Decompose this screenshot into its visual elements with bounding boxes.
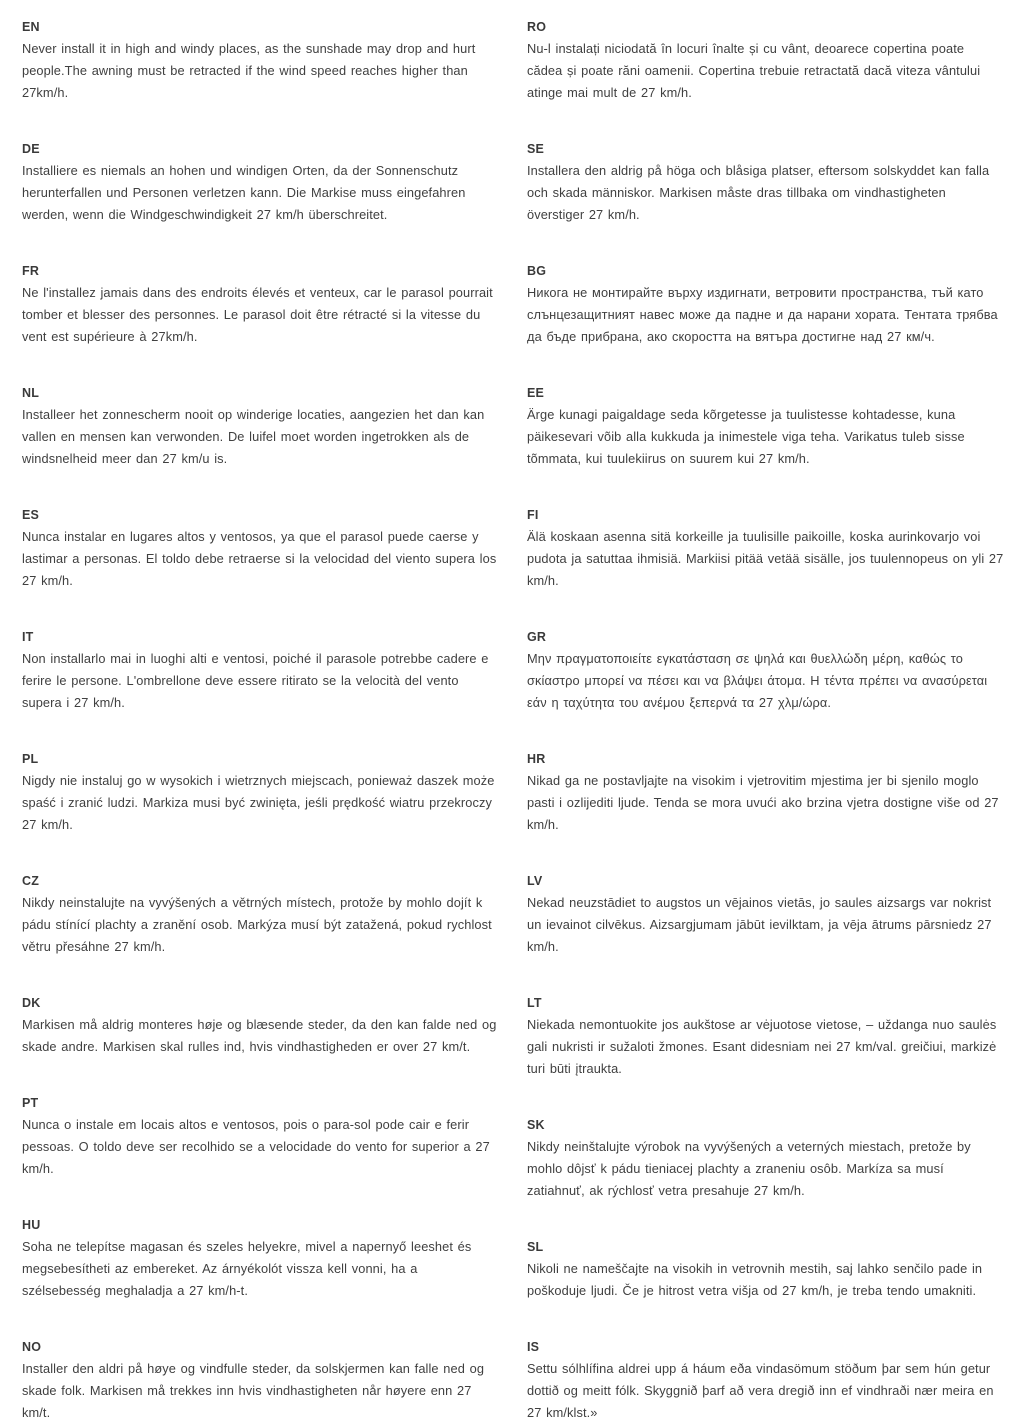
language-section <box>527 260 1004 348</box>
language-code-label: RO <box>527 20 547 34</box>
instruction-text: Niekada nemontuokite jos aukštose ar vėjuotose vietose, – uždanga nuo saulės gali nukristi ir sužaloti žmones. Esant didesniam nei 27 km/val. greičiui, markizė turi būti įtraukta. <box>527 1017 997 1076</box>
instruction-text: Никога не монтирайте върху издигнати, ветровити пространства, тъй като слънцезащитният навес може да падне и да нарани хората. Тентата трябва да бъде прибрана, ако скоростта на вятъра достигне над 27 км/ч. <box>527 285 998 344</box>
instruction-text: Markisen må aldrig monteres høje og blæsende steder, da den kan falde ned og skade andre. Markisen skal rulles ind, hvis vindhastigheden er over 27 km/t. <box>22 1017 497 1054</box>
language-section <box>527 1336 1004 1424</box>
instruction-text: Μην πραγματοποιείτε εγκατάσταση σε ψηλά και θυελλώδη μέρη, καθώς το σκίαστρο μπορεί να πέσει και να βλάψει άτομα. Η τέντα πρέπει να ανασύρεται εάν η ταχύτητα του ανέμου ξεπερνά τα 27 χλμ/ώρα. <box>527 651 988 710</box>
instruction-text: Nikdy neinštalujte výrobok na vyvýšených a veterných miestach, pretože by mohlo dôjsť k pádu tieniacej plachty a zraneniu osôb. Markíza sa musí zatiahnuť, ak rýchlosť vetra presahuje 27 km/h. <box>527 1139 971 1198</box>
language-code-label: PT <box>22 1096 39 1110</box>
language-code-label: FR <box>22 264 40 278</box>
language-code-label: HR <box>527 752 546 766</box>
instruction-text: Nekad neuzstādiet to augstos un vējainos vietās, jo saules aizsargs var nokrist un ievainot cilvēkus. Aizsargjumam jābūt ievilktam, ja vēja ātrums pārsniedz 27 km/h. <box>527 895 992 954</box>
language-section <box>22 504 499 592</box>
language-code-label: DK <box>22 996 41 1010</box>
language-section <box>22 992 499 1058</box>
instruction-text: Nu-l instalați niciodată în locuri înalte și cu vânt, deoarece copertina poate cădea și poate răni oamenii. Copertina trebuie retractată dacă viteza vântului atinge mai mult de 27 km/h. <box>527 41 981 100</box>
language-section <box>527 992 1004 1080</box>
language-section <box>22 1214 499 1302</box>
left-column <box>22 16 499 1420</box>
language-code-label: CZ <box>22 874 40 888</box>
language-code-label: DE <box>22 142 40 156</box>
instruction-text: Nikoli ne nameščajte na visokih in vetrovnih mestih, saj lahko senčilo pade in poškoduje ljudi. Če je hitrost vetra višja od 27 km/h, je treba tendo umakniti. <box>527 1261 983 1298</box>
instruction-text: Nunca instalar en lugares altos y ventosos, ya que el parasol puede caerse y lastimar a personas. El toldo debe retraerse si la velocidad del viento supera los 27 km/h. <box>22 529 497 588</box>
language-section <box>527 16 1004 104</box>
instruction-text: Nikdy neinstalujte na vyvýšených a větrných místech, protože by mohlo dojít k pádu stínící plachty a zranění osob. Markýza musí být zatažená, pokud rychlost větru přesáhne 27 km/h. <box>22 895 492 954</box>
language-code-label: LT <box>527 996 542 1010</box>
instruction-text: Never install it in high and windy places, as the sunshade may drop and hurt people.The awning must be retracted if the wind speed reaches higher than 27km/h. <box>22 41 476 100</box>
language-code-label: IS <box>527 1340 540 1354</box>
language-section <box>22 382 499 470</box>
language-section <box>22 870 499 958</box>
instruction-text: Ne l'installez jamais dans des endroits élevés et venteux, car le parasol pourrait tomber et blesser des personnes. Le parasol doit être rétracté si la vitesse du vent est supérieure à 27km/h. <box>22 285 493 344</box>
language-code-label: ES <box>22 508 40 522</box>
language-section <box>527 1236 1004 1302</box>
language-code-label: GR <box>527 630 547 644</box>
language-code-label: HU <box>22 1218 41 1232</box>
instruction-text: Soha ne telepítse magasan és szeles helyekre, mivel a napernyő leeshet és megsebesítheti az embereket. Az árnyékolót vissza kell vonni, ha a szélsebesség meghaladja a 27 km/h-t. <box>22 1239 472 1298</box>
language-section <box>22 626 499 714</box>
instruction-text: Installer den aldri på høye og vindfulle steder, da solskjermen kan falle ned og skade folk. Markisen må trekkes inn hvis vindhastigheten når høyere enn 27 km/t. <box>22 1361 485 1420</box>
right-column <box>527 16 1004 1420</box>
language-code-label: NL <box>22 386 40 400</box>
language-section <box>22 748 499 836</box>
instruction-text: Settu sólhlífina aldrei upp á háum eða vindasömum stöðum þar sem hún getur dottið og meitt fólk. Skyggnið þarf að vera dregið inn ef vindhraði nær meira en 27 km/klst.» <box>527 1361 994 1420</box>
language-code-label: PL <box>22 752 39 766</box>
language-code-label: LV <box>527 874 543 888</box>
language-section <box>527 382 1004 470</box>
language-section <box>22 138 499 226</box>
language-code-label: EN <box>22 20 40 34</box>
language-section <box>527 626 1004 714</box>
language-section <box>22 260 499 348</box>
language-section <box>22 1092 499 1180</box>
language-section <box>527 748 1004 836</box>
language-code-label: EE <box>527 386 545 400</box>
instruction-text: Installera den aldrig på höga och blåsiga platser, eftersom solskyddet kan falla och skada människor. Markisen måste dras tillbaka om vindhastigheten överstiger 27 km/h. <box>527 163 990 222</box>
language-code-label: IT <box>22 630 34 644</box>
language-section <box>527 1114 1004 1202</box>
language-section <box>22 16 499 104</box>
language-code-label: BG <box>527 264 547 278</box>
language-section <box>22 1336 499 1424</box>
language-code-label: SE <box>527 142 545 156</box>
language-code-label: NO <box>22 1340 42 1354</box>
language-section <box>527 870 1004 958</box>
language-section <box>527 504 1004 592</box>
instruction-text: Installeer het zonnescherm nooit op winderige locaties, aangezien het dan kan vallen en mensen kan verwonden. De luifel moet worden ingetrokken als de windsnelheid meer dan 27 km/u is. <box>22 407 485 466</box>
language-code-label: FI <box>527 508 539 522</box>
instruction-text: Installiere es niemals an hohen und windigen Orten, da der Sonnenschutz herunterfallen und Personen verletzen kann. Die Markise muss eingefahren werden, wenn die Windgeschwindigkeit 27 km/h überschreitet. <box>22 163 466 222</box>
instruction-text: Non installarlo mai in luoghi alti e ventosi, poiché il parasole potrebbe cadere e ferire le persone. L'ombrellone deve essere ritirato se la velocità del vento supera i 27 km/h. <box>22 651 489 710</box>
language-section <box>527 138 1004 226</box>
instruction-text: Ärge kunagi paigaldage seda kõrgetesse ja tuulistesse kohtadesse, kuna päikesevari võib alla kukkuda ja inimestele viga teha. Varikatus tuleb sisse tõmmata, kui tuulekiirus on suurem kui 27 km/h. <box>527 407 965 466</box>
language-code-label: SL <box>527 1240 544 1254</box>
language-code-label: SK <box>527 1118 545 1132</box>
instruction-text: Älä koskaan asenna sitä korkeille ja tuulisille paikoille, koska aurinkovarjo voi pudota ja satuttaa ihmisiä. Markiisi pitää vetää sisälle, jos tuulennopeus on yli 27 km/h. <box>527 529 1004 588</box>
instruction-text: Nunca o instale em locais altos e ventosos, pois o para-sol pode cair e ferir pessoas. O toldo deve ser recolhido se a velocidade do vento for superior a 27 km/h. <box>22 1117 490 1176</box>
instruction-text: Nigdy nie instaluj go w wysokich i wietrznych miejscach, ponieważ daszek może spaść i zranić ludzi. Markiza musi być zwinięta, jeśli prędkość wiatru przekroczy 27 km/h. <box>22 773 495 832</box>
instruction-text: Nikad ga ne postavljajte na visokim i vjetrovitim mjestima jer bi sjenilo moglo pasti i ozlijediti ljude. Tenda se mora uvući ako brzina vjetra dostigne više od 27 km/h. <box>527 773 999 832</box>
